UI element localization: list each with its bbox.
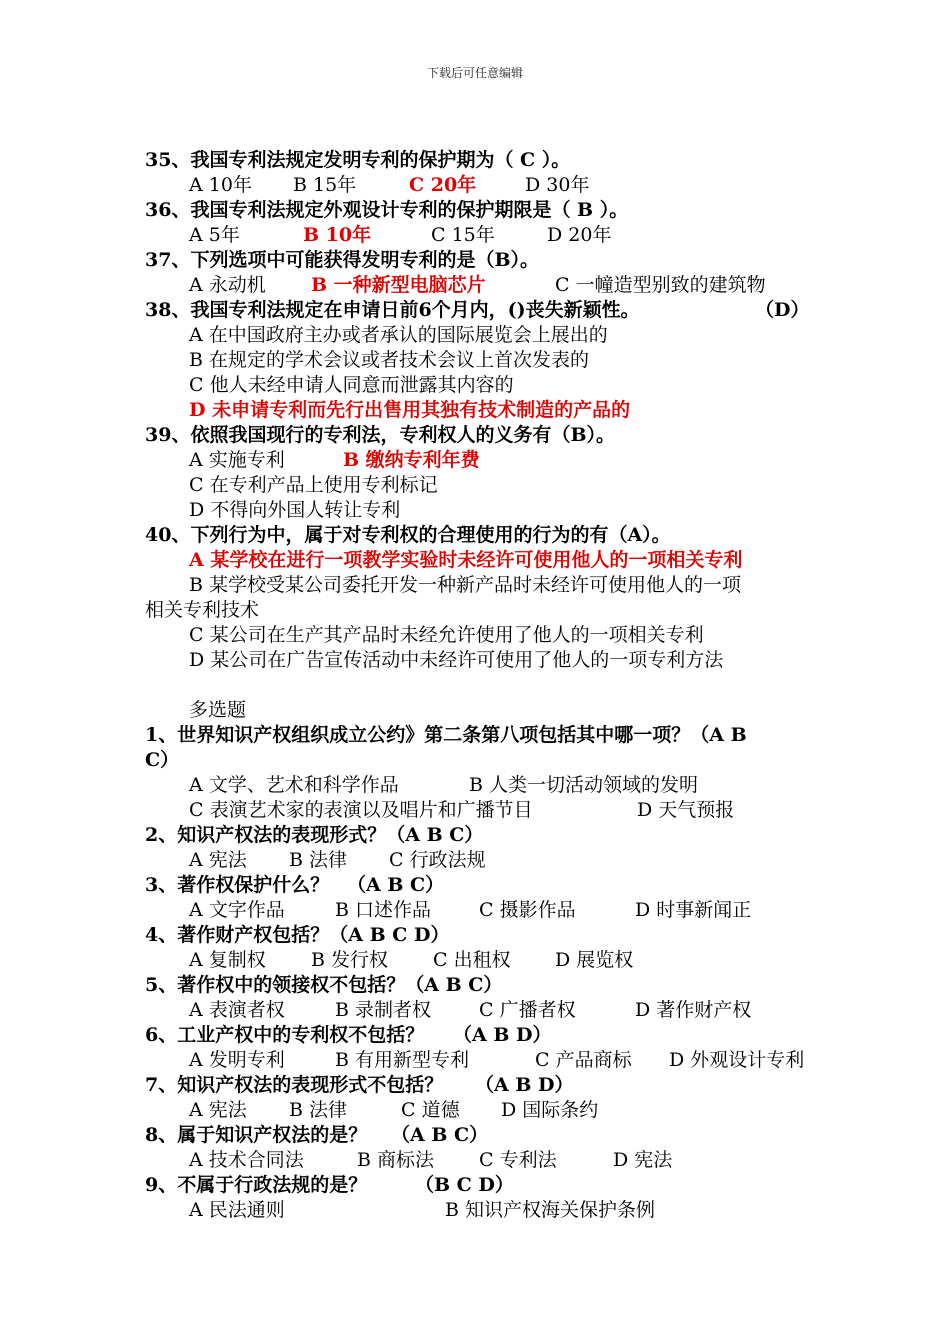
- option-line: [189, 573, 741, 598]
- option-line: [189, 473, 438, 498]
- text-segment: A 技术合同法: [189, 1149, 304, 1171]
- option-line: [189, 498, 400, 523]
- text-segment: B 发行权: [311, 949, 389, 971]
- text-segment: A 5年: [189, 224, 240, 246]
- question-line: [145, 148, 570, 173]
- text-segment: 8、属于知识产权法的是？: [145, 1124, 368, 1146]
- answer-highlight: B 缴纳专利年费: [343, 449, 480, 471]
- text-segment: 39、依照我国现行的专利法，专利权人的义务有（B）。: [145, 424, 616, 446]
- answer-highlight: C 20年: [409, 174, 477, 196]
- text-segment: A 文学、艺术和科学作品: [189, 774, 399, 796]
- continuation-line: [145, 598, 259, 623]
- text-segment: 4、著作财产权包括？（A B C D）: [145, 924, 450, 946]
- text-segment: A 民法通则: [189, 1199, 285, 1221]
- option-line: [189, 548, 742, 573]
- question-line: [145, 723, 747, 748]
- text-segment: 相关专利技术: [145, 599, 260, 621]
- text-segment: C 出租权: [433, 949, 511, 971]
- question-line: [145, 873, 445, 898]
- text-segment: 6、工业产权中的专利权不包括？: [145, 1024, 425, 1046]
- text-segment: （D）: [755, 299, 810, 321]
- text-segment: A 表演者权: [189, 999, 285, 1021]
- text-segment: C 某公司在生产其产品时未经允许使用了他人的一项相关专利: [189, 624, 704, 646]
- text-segment: A 宪法: [189, 849, 247, 871]
- option-line: [189, 348, 589, 373]
- text-segment: A 宪法: [189, 1099, 247, 1121]
- text-segment: D 时事新闻正: [635, 899, 752, 921]
- text-segment: D 某公司在广告宣传活动中未经许可使用了他人的一项专利方法: [189, 649, 724, 671]
- text-segment: C 15年: [431, 224, 495, 246]
- text-segment: 多选题: [189, 699, 247, 721]
- text-segment: B 有用新型专利: [335, 1049, 470, 1071]
- text-segment: C 行政法规: [389, 849, 486, 871]
- option-line: [189, 623, 704, 648]
- text-segment: （A B D）: [453, 1024, 552, 1046]
- page-header: 下载后可任意编辑: [426, 66, 523, 80]
- question-line: [145, 973, 502, 998]
- question-line: [145, 748, 179, 773]
- text-segment: D 展览权: [555, 949, 634, 971]
- text-segment: D 外观设计专利: [669, 1049, 805, 1071]
- question-line: [145, 298, 810, 323]
- text-segment: B 知识产权海关保护条例: [445, 1199, 656, 1221]
- text-segment: C 摄影作品: [479, 899, 576, 921]
- text-segment: C 广播者权: [479, 999, 576, 1021]
- text-segment: B 法律: [289, 1099, 348, 1121]
- text-segment: B 人类一切活动领域的发明: [469, 774, 699, 796]
- text-segment: A 永动机: [189, 274, 266, 296]
- text-segment: A 文字作品: [189, 899, 285, 921]
- text-segment: A 10年: [189, 174, 252, 196]
- text-segment: D 30年: [525, 174, 590, 196]
- text-segment: C 道德: [401, 1099, 460, 1121]
- text-segment: D 20年: [547, 224, 612, 246]
- section-heading: [189, 698, 246, 723]
- text-segment: B 法律: [289, 849, 348, 871]
- answer-highlight: B 10年: [303, 224, 372, 246]
- option-line: [189, 373, 514, 398]
- question-line: [145, 248, 539, 273]
- option-line: [189, 648, 723, 673]
- question-line: [145, 423, 615, 448]
- question-line: [145, 1023, 552, 1048]
- text-segment: C 专利法: [479, 1149, 557, 1171]
- text-segment: B 在规定的学术会议或者技术会议上首次发表的: [189, 349, 590, 371]
- text-segment: 5、著作权中的领接权不包括？（A B C）: [145, 974, 503, 996]
- text-segment: B 15年: [293, 174, 357, 196]
- question-line: [145, 523, 671, 548]
- text-segment: C 表演艺术家的表演以及唱片和广播节目: [189, 799, 533, 821]
- text-segment: 9、不属于行政法规的是？: [145, 1174, 368, 1196]
- text-segment: D 国际条约: [501, 1099, 599, 1121]
- question-line: [145, 1123, 489, 1148]
- text-segment: 36、我国专利法规定外观设计专利的保护期限是（ B ）。: [145, 199, 629, 221]
- text-segment: B 口述作品: [335, 899, 432, 921]
- option-line: [189, 398, 630, 423]
- answer-highlight: B 一种新型电脑芯片: [311, 274, 486, 296]
- text-segment: C）: [145, 749, 180, 771]
- text-segment: B 商标法: [357, 1149, 435, 1171]
- text-segment: A 实施专利: [189, 449, 285, 471]
- text-segment: 37、下列选项中可能获得发明专利的是（B）。: [145, 249, 540, 271]
- question-line: [145, 923, 449, 948]
- text-segment: D 天气预报: [637, 799, 735, 821]
- text-segment: （A B D）: [475, 1074, 574, 1096]
- question-line: [145, 1173, 514, 1198]
- text-segment: A 复制权: [189, 949, 266, 971]
- text-segment: D 不得向外国人转让专利: [189, 499, 401, 521]
- question-line: [145, 823, 483, 848]
- answer-highlight: A 某学校在进行一项教学实验时未经许可使用他人的一项相关专利: [189, 549, 743, 571]
- text-segment: 35、我国专利法规定发明专利的保护期为（ C ）。: [145, 149, 571, 171]
- text-segment: B 某学校受某公司委托开发一种新产品时未经许可使用他人的一项: [189, 574, 742, 596]
- text-segment: 38、我国专利法规定在申请日前6个月内，()丧失新颖性。: [145, 299, 640, 321]
- text-segment: D 著作财产权: [635, 999, 752, 1021]
- text-segment: 7、知识产权法的表现形式不包括？: [145, 1074, 444, 1096]
- text-segment: A 发明专利: [189, 1049, 285, 1071]
- text-segment: 1、世界知识产权组织成立公约》第二条第八项包括其中哪一项？（A B: [145, 724, 747, 746]
- text-segment: A 在中国政府主办或者承认的国际展览会上展出的: [189, 324, 608, 346]
- text-segment: C 他人未经申请人同意而泄露其内容的: [189, 374, 514, 396]
- text-segment: 3、著作权保护什么？: [145, 874, 330, 896]
- answer-highlight: D 未申请专利而先行出售用其独有技术制造的产品的: [189, 399, 631, 421]
- text-segment: D 宪法: [613, 1149, 673, 1171]
- text-segment: （A B C）: [391, 1124, 489, 1146]
- text-segment: C 在专利产品上使用专利标记: [189, 474, 438, 496]
- question-line: [145, 1073, 574, 1098]
- text-segment: 40、下列行为中，属于对专利权的合理使用的行为的有（A）。: [145, 524, 671, 546]
- text-segment: B 录制者权: [335, 999, 432, 1021]
- text-segment: C 产品商标: [535, 1049, 632, 1071]
- text-segment: （B C D）: [415, 1174, 514, 1196]
- text-segment: 2、知识产权法的表现形式？（A B C）: [145, 824, 484, 846]
- text-segment: C 一幢造型别致的建筑物: [555, 274, 766, 296]
- option-line: [189, 323, 608, 348]
- text-segment: （A B C）: [347, 874, 445, 896]
- question-line: [145, 198, 628, 223]
